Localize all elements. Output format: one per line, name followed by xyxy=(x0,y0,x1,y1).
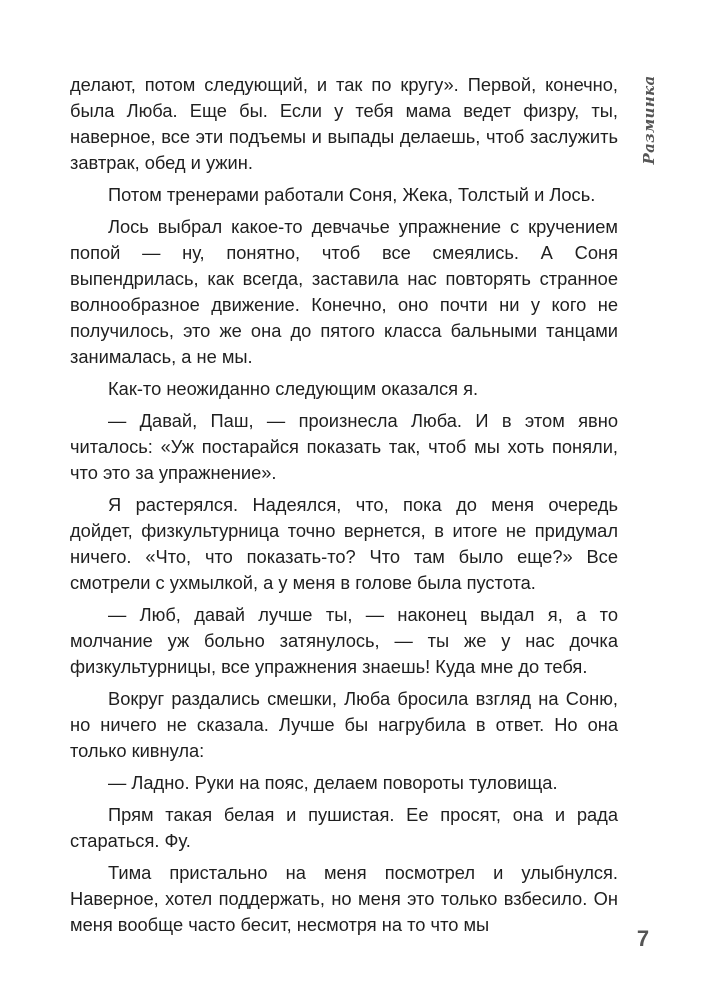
page-number: 7 xyxy=(636,926,650,951)
paragraph: Как-то неожиданно следующим оказался я. xyxy=(108,378,479,399)
paragraph: делают, потом следующий, и так по кругу». Первой, конечно, была Люба. Еще бы. Если у тебя мама ведет физру, ты, наверное, все эти подъемы и выпады делаешь, чтоб заслужить завтрак, обед и ужин. xyxy=(70,74,618,173)
paragraph: Тима пристально на меня посмотрел и улыбнулся. Наверное, хотел поддержать, но меня это только взбесило. Он меня вообще часто бесит, несмотря на то что мы xyxy=(70,862,618,935)
running-head-text: Разминка xyxy=(640,75,658,165)
paragraph: Прям такая белая и пушистая. Ее просят, она и рада стараться. Фу. xyxy=(70,804,618,851)
running-head xyxy=(636,70,662,170)
paragraph: Лось выбрал какое-то девчачье упражнение с кручением попой — ну, понятно, чтоб все смеялись. А Соня выпендрилась, как всегда, заставила нас повторять странное волнообразное движение. Конечно, оно почти ни у кого не получилось, это же она до пятого класса бальными танцами занималась, а не мы. xyxy=(70,216,618,367)
paragraph: Потом тренерами работали Соня, Жека, Толстый и Лось. xyxy=(108,184,596,205)
paragraph: — Давай, Паш, — произнесла Люба. И в этом явно читалось: «Уж постарайся показать так, чтоб мы хоть поняли, что это за упражнение». xyxy=(70,410,618,483)
paragraph: Я растерялся. Надеялся, что, пока до меня очередь дойдет, физкультурница точно вернется, в итоге не придумал ничего. «Что, что показать-то? Что там было еще?» Все смотрели с ухмылкой, а у меня в голове была пустота. xyxy=(70,494,618,593)
paragraph: Вокруг раздались смешки, Люба бросила взгляд на Соню, но ничего не сказала. Лучше бы нагрубила в ответ. Но она только кивнула: xyxy=(70,688,618,761)
body-text xyxy=(70,72,618,944)
paragraph: — Люб, давай лучше ты, — наконец выдал я, а то молчание уж больно затянулось, — ты же у нас дочка физкультурницы, все упражнения знаешь! Куда мне до тебя. xyxy=(70,604,618,677)
paragraph: — Ладно. Руки на пояс, делаем повороты туловища. xyxy=(108,772,558,793)
